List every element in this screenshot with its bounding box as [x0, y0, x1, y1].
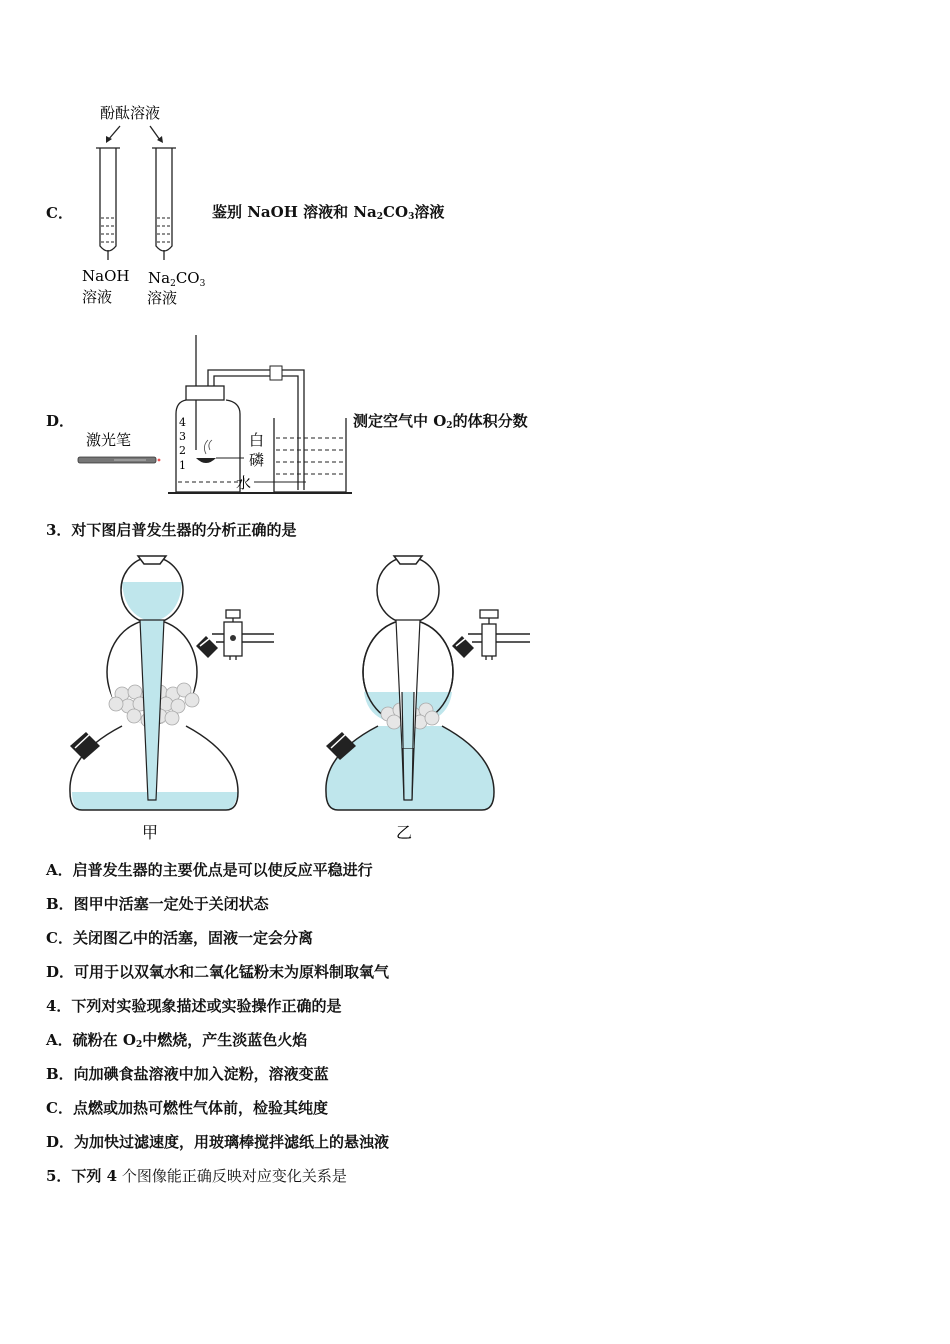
clamp-icon [270, 366, 282, 380]
q5-stem: 5．下列 4 个图像能正确反映对应变化关系是 [46, 1167, 347, 1185]
q4-stem: 4．下列对实验现象描述或实验操作正确的是 [46, 997, 342, 1015]
option-d-description: 测定空气中 $O_2$的体积分数 [353, 412, 528, 431]
tube1-label-solution: 溶液 [82, 288, 113, 306]
white-phosphorus-label-1: 白 [249, 431, 265, 449]
kipp-apparatus-yi [326, 556, 530, 810]
q4-option-c: C．点燃或加热可燃性气体前，检验其纯度 [46, 1099, 328, 1117]
test-tubes-figure [70, 98, 220, 313]
tube2-label-solution: 溶液 [147, 289, 178, 307]
white-phosphorus-label-2: 磷 [249, 451, 265, 469]
label-jia: 甲 [142, 823, 159, 842]
q3-stem: 3．对下图启普发生器的分析正确的是 [46, 521, 297, 539]
q4-option-d: D．为加快过滤速度，用玻璃棒搅拌滤纸上的悬浊液 [46, 1133, 390, 1151]
option-c-description: 鉴别 NaOH 溶液和 $Na_2CO_3$溶液 [212, 203, 445, 222]
label-yi: 乙 [396, 823, 413, 842]
laser-pen-label: 激光笔 [86, 431, 132, 449]
scale-3: 3 [179, 430, 186, 443]
q3-option-c: C．关闭图乙中的活塞，固液一定会分离 [46, 929, 313, 947]
option-c-letter: C． [46, 204, 73, 222]
indicator-label: 酚酞溶液 [100, 104, 161, 122]
q4-option-a: A．硫粉在 $O_2$中燃烧，产生淡蓝色火焰 [46, 1031, 308, 1050]
scale-1: 1 [179, 459, 186, 472]
oxygen-measurement-figure [74, 330, 354, 500]
tube1-label-naoh: NaOH [82, 267, 130, 285]
q3-option-a: A．启普发生器的主要优点是可以使反应平稳进行 [46, 861, 373, 879]
kipp-generator-figure [60, 548, 540, 848]
q4-option-b: B．向加碘食盐溶液中加入淀粉，溶液变蓝 [46, 1065, 329, 1083]
tube2-label-na2co3: $Na_2CO_3$ [148, 269, 206, 289]
kipp-apparatus-jia [70, 556, 274, 810]
scale-4: 4 [179, 416, 186, 429]
option-d-letter: D． [46, 412, 75, 430]
q3-option-b: B．图甲中活塞一定处于关闭状态 [46, 895, 269, 913]
water-label: 水 [236, 474, 252, 492]
scale-2: 2 [179, 444, 186, 457]
q3-option-d: D．可用于以双氧水和二氧化锰粉末为原料制取氧气 [46, 963, 390, 981]
